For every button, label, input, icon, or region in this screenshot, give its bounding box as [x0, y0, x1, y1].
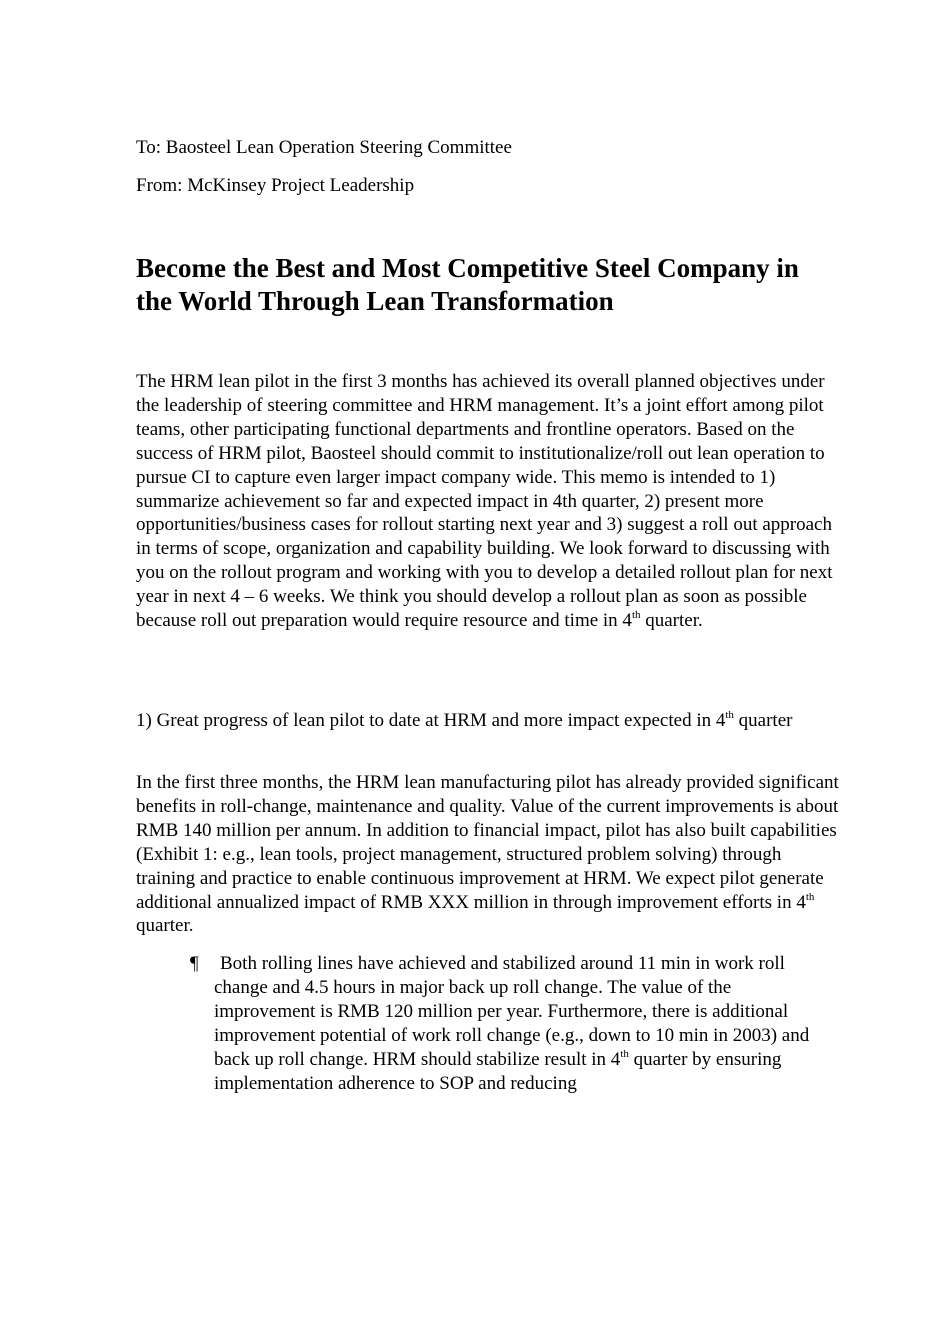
bullet-paragraph — [214, 952, 830, 1095]
intro-paragraph — [136, 370, 841, 633]
section1-paragraph — [136, 771, 841, 938]
intro-superscript: th — [631, 609, 641, 622]
bullet-text: Both rolling lines have achieved and stabilized around 11 min in work roll change and 4.5 hours in major back up roll change. The value of the improvement is RMB 120 million per year. Furthermore, there is additional improvement potential of work roll change (e.g., down to 10 min in 2003) and back up roll change. HRM should stabilize result in 4 — [214, 953, 810, 1070]
pilcrow-bullet-icon: ¶ — [190, 953, 199, 974]
section1-tail: quarter. — [136, 915, 194, 937]
section1-heading-superscript: th — [725, 709, 734, 721]
section1-superscript: th — [805, 890, 815, 903]
bullet-superscript: th — [620, 1047, 629, 1060]
memo-from-line: From: McKinsey Project Leadership — [136, 175, 415, 196]
bullet-tail: quarter by ensuring implementation adherence to SOP and reducing — [214, 1048, 782, 1094]
section1-heading-tail: quarter — [733, 710, 793, 731]
section1-heading — [136, 709, 841, 733]
section1-heading-text: 1) Great progress of lean pilot to date at HRM and more impact expected in 4 — [136, 710, 726, 731]
intro-text: The HRM lean pilot in the first 3 months has achieved its overall planned objectives under the leadership of steering committee and HRM management. It’s a joint effort among pilot teams, other participating functional departments and frontline operators. Based on the success of HRM pilot, Baosteel should commit to institutionalize/roll out lean operation to pursue CI to capture even larger impact company wide. This memo is intended to 1) summarize achievement so far and expected impact in 4th quarter, 2) present more opportunities/business cases for rollout starting next year and 3) suggest a roll out approach in terms of scope, organization and capability building. We look forward to discussing with you on the rollout program and working with you to develop a detailed rollout plan for next year in next 4 – 6 weeks. We think you should develop a rollout plan as soon as possible because roll out preparation would require resource and time in 4 — [136, 371, 833, 632]
memo-to-line: To: Baosteel Lean Operation Steering Committee — [136, 137, 512, 158]
intro-tail: quarter. — [640, 610, 703, 632]
memo-title: Become the Best and Most Competitive Steel Company in the World Through Lean Transformation — [136, 253, 799, 316]
bullet-item — [190, 952, 830, 1095]
section1-text: In the first three months, the HRM lean manufacturing pilot has already provided significant benefits in roll-change, maintenance and quality. Value of the current improvements is about RMB 140 million per annum. In addition to financial impact, pilot has also built capabilities (Exhibit 1: e.g., lean tools, project management, structured problem solving) through training and practice to enable continuous improvement at HRM. We expect pilot generate additional annualized impact of RMB XXX million in through improvement efforts in 4 — [136, 772, 839, 913]
